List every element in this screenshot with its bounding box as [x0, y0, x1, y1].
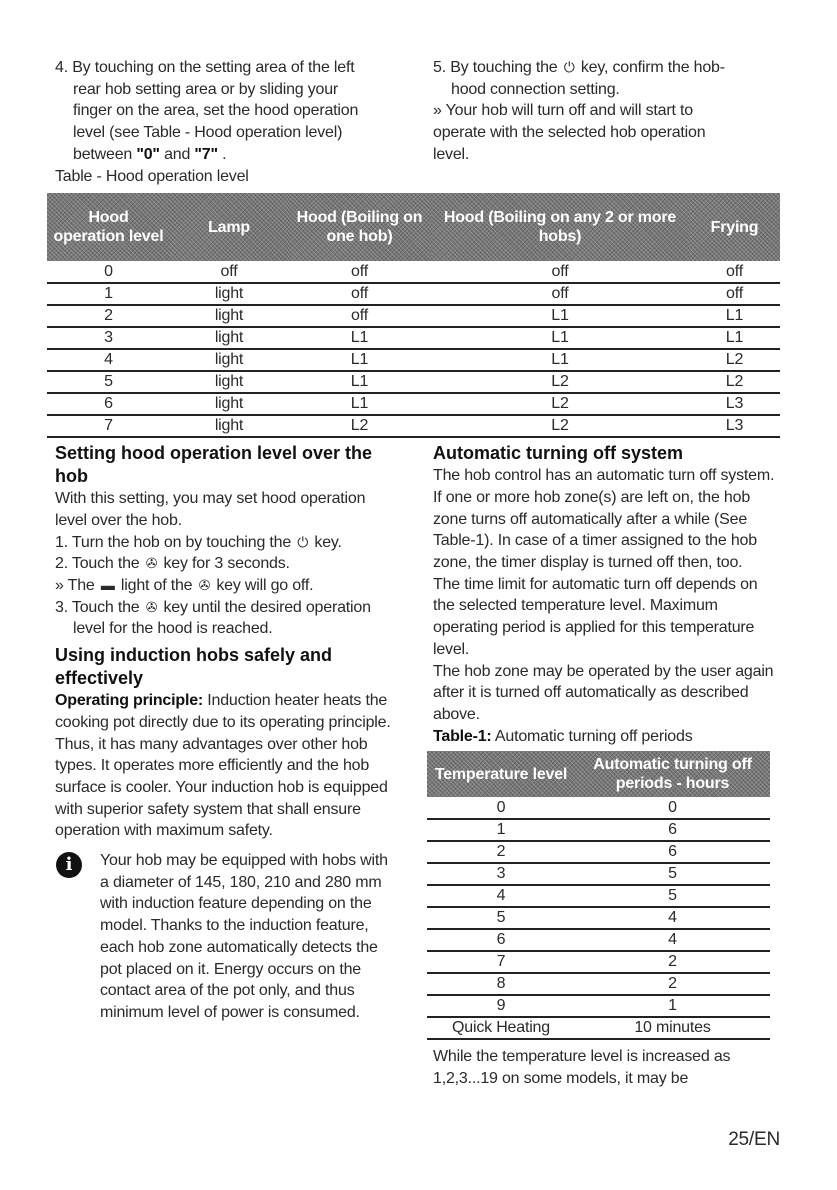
table-cell: L1	[431, 327, 689, 349]
table-row	[47, 305, 780, 327]
table-cell: off	[288, 283, 431, 305]
table-cell: light	[170, 371, 288, 393]
intro-row	[47, 57, 780, 187]
left-column	[55, 442, 400, 1089]
table-cell: light	[170, 349, 288, 371]
table-cell: off	[170, 261, 288, 283]
table-cell: 2	[47, 305, 170, 327]
intro-line: rear hob setting area or by sliding your	[73, 80, 339, 98]
table-cell: 6	[427, 929, 575, 951]
paragraph: While the temperature level is increased as 1,2,3...19 on some models, it may be	[433, 1047, 731, 1087]
table-row	[427, 929, 770, 951]
hood-fan-icon: ✇	[145, 598, 158, 615]
col-header: Hood (Boiling on any 2 or more hobs)	[431, 193, 689, 261]
table-row	[47, 371, 780, 393]
table-row	[427, 973, 770, 995]
auto-off-table	[427, 751, 770, 1040]
table-row	[427, 797, 770, 819]
table-cell: 3	[427, 863, 575, 885]
table-cell: L1	[689, 305, 780, 327]
table-cell: L1	[288, 327, 431, 349]
table-cell: 7	[427, 951, 575, 973]
table-cell: off	[288, 305, 431, 327]
table-row	[427, 863, 770, 885]
table-cell: L2	[431, 371, 689, 393]
table-cell: L1	[431, 305, 689, 327]
intro-right	[433, 57, 780, 187]
paragraph: The hob control has an automatic turn off system. If one or more hob zone(s) are left on, the hob zone turns off automatically after a while (See Table-1). In case of a timer assigned to the hob zone, the timer display is turned off then, too.	[433, 467, 775, 572]
table-cell: off	[431, 283, 689, 305]
intro-line: hood connection setting.	[451, 80, 620, 98]
hood-fan-icon: ✇	[198, 577, 211, 594]
table-cell: 2	[575, 973, 770, 995]
table-cell: 6	[575, 841, 770, 863]
intro-line: between "0" and "7" .	[73, 145, 227, 163]
table-cell: 4	[575, 907, 770, 929]
table-row	[47, 415, 780, 437]
table-cell: 1	[47, 283, 170, 305]
table-cell: off	[689, 261, 780, 283]
hood-fan-icon: ✇	[145, 555, 158, 572]
table-cell: 0	[47, 261, 170, 283]
table-row	[427, 1017, 770, 1039]
col-header: Temperature level	[427, 751, 575, 797]
intro-line: 4. By touching on the setting area of the left	[55, 59, 355, 76]
table-cell: light	[170, 305, 288, 327]
table-row	[47, 283, 780, 305]
step: 2. Touch the ✇ key for 3 seconds.	[55, 553, 400, 575]
table-cell: 1	[575, 995, 770, 1017]
table-cell: off	[288, 261, 431, 283]
power-icon: ⏻	[563, 59, 575, 75]
paragraph: With this setting, you may set hood operation level over the hob.	[55, 490, 366, 529]
table-cell: 7	[47, 415, 170, 437]
table-row	[47, 261, 780, 283]
info-icon: i	[56, 852, 82, 878]
table-cell: 5	[47, 371, 170, 393]
table-cell: 9	[427, 995, 575, 1017]
table-cell: L1	[288, 393, 431, 415]
table-row	[427, 841, 770, 863]
section-heading: Using induction hobs safely and effectively	[55, 645, 333, 689]
table-row	[427, 819, 770, 841]
table-cell: L3	[689, 415, 780, 437]
table-cell: 0	[427, 797, 575, 819]
table-cell: off	[431, 261, 689, 283]
section-heading: Setting hood operation level over the hob	[55, 443, 373, 487]
table-cell: L1	[288, 371, 431, 393]
table-cell: L3	[689, 393, 780, 415]
table-row	[47, 327, 780, 349]
body-row	[47, 442, 780, 1089]
paragraph: The hob zone may be operated by the user again after it is turned off automatically as described above.	[433, 662, 774, 723]
indicator-light-icon: ▬	[100, 577, 115, 594]
intro-line: finger on the area, set the hood operation	[73, 102, 359, 120]
table-cell: L2	[288, 415, 431, 437]
page-number: 25/EN	[728, 1129, 780, 1151]
col-header: Hood (Boiling on one hob)	[288, 193, 431, 261]
table-cell: light	[170, 283, 288, 305]
table-cell: 2	[427, 841, 575, 863]
table-cell: 6	[575, 819, 770, 841]
step: » The ▬ light of the ✇ key will go off.	[55, 575, 400, 597]
table-cell: 6	[47, 393, 170, 415]
table-cell: 5	[575, 863, 770, 885]
section-heading: Automatic turning off system	[433, 443, 684, 464]
table-cell: L2	[431, 393, 689, 415]
table-cell: 5	[427, 907, 575, 929]
table-cell: L2	[689, 349, 780, 371]
table-row	[427, 907, 770, 929]
table-cell: 4	[575, 929, 770, 951]
table-row	[427, 995, 770, 1017]
step: 1. Turn the hob on by touching the ⏻ key.	[55, 532, 400, 554]
table-row	[47, 349, 780, 371]
table-cell: 1	[427, 819, 575, 841]
table-cell: 10 minutes	[575, 1017, 770, 1039]
intro-line: level.	[433, 145, 470, 163]
hood-operation-table	[47, 193, 780, 438]
table-cell: 2	[575, 951, 770, 973]
step: 3. Touch the ✇ key until the desired operation level for the hood is reached.	[55, 598, 371, 638]
table-cell: L2	[431, 415, 689, 437]
intro-line: 5. By touching the ⏻ key, confirm the hob-	[433, 57, 780, 79]
table-cell: 4	[47, 349, 170, 371]
table-caption: Table - Hood operation level	[55, 167, 249, 185]
paragraph: Operating principle: Induction heater heats the cooking pot directly due to its operating principle. Thus, it has many advantages over other hob types. It operates more efficiently and the hob surface is cooler. Your induction hob is equipped with superior safety system that shall ensure operation with maximum safety.	[55, 692, 391, 840]
table-cell: 4	[427, 885, 575, 907]
power-icon: ⏻	[297, 533, 309, 550]
intro-line: » Your hob will turn off and will start to	[433, 102, 693, 120]
intro-left	[55, 57, 400, 187]
table-cell: 8	[427, 973, 575, 995]
table-cell: 3	[47, 327, 170, 349]
right-column	[433, 442, 780, 1089]
intro-line: level (see Table - Hood operation level)	[73, 124, 343, 142]
table-cell: L1	[431, 349, 689, 371]
intro-line: operate with the selected hob operation	[433, 124, 706, 142]
table-cell: 5	[575, 885, 770, 907]
table-row	[427, 885, 770, 907]
col-header: Automatic turning off periods - hours	[575, 751, 770, 797]
table-cell: light	[170, 327, 288, 349]
info-note: Your hob may be equipped with hobs with a diameter of 145, 180, 210 and 280 mm with induction feature depending on the model. Thanks to the induction feature, each hob zone automatically detects the pot placed on it. Energy occurs on the contact area of the pot only, and thus minimum level of power is consumed.	[100, 852, 388, 1021]
table-cell: light	[170, 415, 288, 437]
paragraph: The time limit for automatic turn off depends on the selected temperature level. Maximum operating period is applied for this temperature level.	[433, 575, 758, 658]
table-cell: off	[689, 283, 780, 305]
col-header: Hood operation level	[47, 193, 170, 261]
table-caption: Table-1: Automatic turning off periods	[433, 727, 693, 745]
table-row	[427, 951, 770, 973]
table-row	[47, 393, 780, 415]
table-cell: light	[170, 393, 288, 415]
table-cell: L1	[689, 327, 780, 349]
col-header: Lamp	[170, 193, 288, 261]
table-cell: L2	[689, 371, 780, 393]
info-note-block	[55, 850, 400, 1024]
table-cell: Quick Heating	[427, 1017, 575, 1039]
table-cell: L1	[288, 349, 431, 371]
table-cell: 0	[575, 797, 770, 819]
col-header: Frying	[689, 193, 780, 261]
